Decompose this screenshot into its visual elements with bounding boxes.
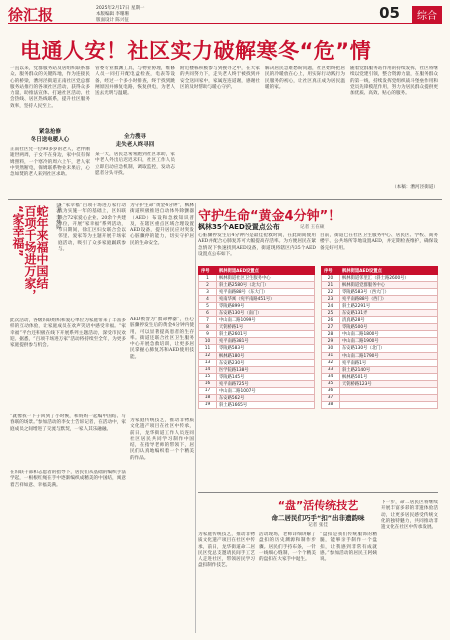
culture-column-1: 为家庭传统技艺，推动非物质文化遗产项目在社区中传承，前日，龙华街道命二居民区党总支邀请民间手工艺人走进社区，带领居民学习盘扣制作技艺。 — [198, 532, 255, 569]
aed-table-row — [322, 352, 438, 359]
aed-row-number: 33 — [322, 366, 340, 373]
family-story-column-c: 此次活动，各级妇联组织和爱心单位为家庭带来了丰富多样的互动体验，让家庭成员在欢声笑语中感受幸福。“家幸福”平台还积极在线下开展系列主题活动，深受市民欢迎。据悉，“百项千场进万家”活动将持续至全年，为更多家庭提供参与机会。 “就像我一下子回到了小时候，和妈妈一起编中国结、写春联的场景。”参加活动的李女士告诉记者，在活动中，家庭成员之间增进了交流与默契，一家人其乐融融。 在妇联干部和志愿者的指导下，居民们从基础的编织手法学起，一根根红绳在手中逐渐编织成精美的中国结，寓意着吉祥如意、幸福美满。 — [10, 318, 126, 488]
aed-table-row — [322, 366, 438, 373]
aed-row-location: 零陵路583号（西大门） — [340, 289, 438, 296]
aed-row-number: 38 — [322, 401, 340, 408]
aed-row-location: 东安路130号（南门） — [217, 310, 315, 317]
aed-row-location: 枫林街道邻里汇（斜土路2600号） — [340, 275, 438, 282]
aed-row-number: 12 — [199, 352, 217, 359]
lead-column-1: 一直以来，党群服务站及居组织联系群众、服务群众的关键阵地，作为连接民心的桥梁，漕河泾街道正南社区党总群服务站推行的各项社区活动，获得众多力量，助推法宣体、打通社区活动、社会热线、居区热线联系，提升社区服务效率，坚持人民至上。 紧急抢修 冬日送电暖人心 正南社区凭一位90多岁的老人，老伴刚逝世两周，子女不在身边，家中仅有保姆照料，一个寒冷的周六上午，老人家中突然断电，保姆联系物业未果后，心急如焚的老人来到社区求助。 — [10, 66, 90, 178]
aed-row-location: 清真路28号 — [340, 317, 438, 324]
aed-row-number: 25 — [322, 310, 340, 317]
aed-table-row-blank — [322, 394, 438, 401]
aed-row-number: 24 — [322, 303, 340, 310]
aed-table-row — [322, 380, 438, 387]
aed-table-row — [322, 310, 438, 317]
aed-table-left: 序号 枫林街道AED设置点 1 枫林街道社区卫生服务中心 2 斜土路2580号（北大门） 3 宛平南路88号（东大门） 4 宛南华寓（宛平南路451号） 5 零陵路899号 6 东安路130号（南门） 7 中山南二路1099号 8 天钥桥路1号 9 斜土路2601号 10 宛平南路381号 11 零陵路583号 12 枫林路180号 13 东安路230号 14 医学院路138号 15 零陵路145号 16 宛平南路725号 17 中山南二路1007号 18 东安路562号 19 斜土路1665号 — [198, 266, 315, 409]
aed-table-row — [199, 303, 315, 310]
header-meta: 2025年2月17日 星期一 本版编辑 李珊珊 版面设计 陈兴征 — [96, 6, 145, 23]
culture-column-2: 活动现场，老师详细讲解了盘扣的历史渊源和制作步骤。居民们手持布条，一针一线细心缝制，一个个精美的盘扣在大家手中诞生。 — [259, 532, 316, 563]
aed-row-location: 零陵路899号 — [217, 303, 315, 310]
section-badge: 综合 — [412, 6, 442, 23]
aed-row-number: 32 — [322, 359, 340, 366]
aed-row-number: 22 — [322, 289, 340, 296]
aed-row-number: 7 — [199, 317, 217, 324]
aed-row-location: 中山南二路1790号 — [340, 352, 438, 359]
aed-row-location: 枫林路501号 — [340, 373, 438, 380]
aed-section-subtitle: 枫林35个AED设置点公布 — [198, 223, 280, 231]
aed-row-number: 16 — [199, 380, 217, 387]
aed-row-number: 6 — [199, 310, 217, 317]
aed-row-location: 斜土路1665号 — [217, 401, 315, 408]
page-header — [8, 4, 442, 24]
aed-intro-1: 心脏骤停发生后4分钟内是最佳抢救时间，在此期间使用AED并配合心肺复苏可大幅提高存活率。为方便居民在紧急情况下快速找到AED设备，街道现将辖区内35个AED设置点公布如下。 — [198, 233, 316, 257]
aed-row-location — [340, 387, 438, 394]
aed-table-row — [322, 345, 438, 352]
aed-row-number: 31 — [322, 352, 340, 359]
main-headline: 电通人安！社区实力破解寒冬“危”情 — [20, 39, 372, 63]
aed-row-location — [340, 401, 438, 408]
aed-row-number: 35 — [322, 380, 340, 387]
aed-row-location: 中山南二路1099号 — [217, 317, 315, 324]
aed-section-title: 守护生命“黄金4分钟”！ — [198, 209, 342, 224]
aed-row-number: 23 — [322, 296, 340, 303]
aed-row-number: 5 — [199, 303, 217, 310]
section-divider — [8, 199, 442, 200]
lead-column-4: 解决居民急难愁盼问题，社区始终把居民的冷暖放在心上，用实际行动践行为民服务的初心，让社区真正成为居民温暖的家。 — [265, 66, 345, 90]
aed-table-row — [322, 296, 438, 303]
aed-row-number: 18 — [199, 394, 217, 401]
aed-table-row — [199, 289, 315, 296]
aed-row-location: 东安路131弄 — [340, 310, 438, 317]
aed-row-location: 枫林街道社区卫生服务中心 — [217, 275, 315, 282]
subhead-search: 全力搜寻 走失老人终寻回 — [115, 134, 155, 148]
aed-row-number: 26 — [322, 317, 340, 324]
aed-row-location: 宛南华寓（宛平南路451号） — [217, 296, 315, 303]
aed-table-row-blank — [322, 387, 438, 394]
aed-table-row — [199, 394, 315, 401]
aed-intro-2: 目前，街道已在社区卫生服务中心、居民区、学校、商务楼宇、公共场所等地设置AED，并定期检查维护，确保设备完好可用。 — [320, 233, 438, 251]
aed-row-location: 中山南二路1007号 — [217, 387, 315, 394]
aed-row-location: 东安路130号（北门） — [340, 345, 438, 352]
aed-table-row — [322, 282, 438, 289]
aed-row-location: 斜土路2601号 — [217, 331, 315, 338]
aed-table-row — [199, 401, 315, 408]
aed-row-location: 天钥桥路123号 — [340, 380, 438, 387]
aed-table-row — [199, 338, 315, 345]
aed-row-number: 30 — [322, 345, 340, 352]
culture-byline: 记者 张佳 — [308, 523, 328, 528]
aed-table-row — [322, 338, 438, 345]
culture-section-title: “盘”活传统技艺 — [277, 499, 359, 512]
aed-row-location: 宛平南路88号（东大门） — [217, 289, 315, 296]
aed-table-row — [199, 366, 315, 373]
aed-row-number: 17 — [199, 387, 217, 394]
aed-row-number: 21 — [322, 282, 340, 289]
lead-column-2: 管委专业救渊工具，与物业协理，维修人员一同打开配电盒检查，电表等设备，经过一个多小时排查，终于找到跳闸原因并修复电路，恢复供电，为老人送去光明与温暖。 全力搜寻 走失老人终寻回 某一天，居民急匆匆跑到社区求助，家中老人外出后迟迟未归，社区工作人员立即启动应急机制，调取监控，发动志愿者分头寻找。 — [95, 66, 175, 176]
aed-table-row — [199, 310, 315, 317]
aed-row-location: 零陵路583号 — [217, 345, 315, 352]
culture-column-4: 下一步，命二居民区将继续开展丰富多彩的非遗体验活动，让更多居民感受传统文化的独特魅力，共同推动非遗文化在社区中传承发展。 — [381, 500, 438, 531]
culture-column-3: “盘扣是我们传统服饰的精髓，能够亲手制作一个盘扣，让我感到非常有成就感。”参加活动的居民王阿姨说。 — [320, 532, 377, 563]
aed-table-row — [199, 275, 315, 282]
aed-table-row — [199, 282, 315, 289]
aed-table-row — [322, 324, 438, 331]
lead-signature: （本稿：漕河泾街道） — [392, 185, 438, 190]
aed-row-location: 东安路562号 — [217, 394, 315, 401]
aed-row-number: 11 — [199, 345, 217, 352]
aed-table-row — [322, 289, 438, 296]
aed-table-row-blank — [322, 401, 438, 408]
aed-table-row — [199, 331, 315, 338]
subhead-repair: 紧急抢修 冬日送电暖人心 — [30, 129, 70, 143]
aed-byline: 记者 王在硕 — [300, 225, 325, 230]
aed-table-row — [199, 359, 315, 366]
aed-row-number: 1 — [199, 275, 217, 282]
culture-section-subtitle: 命二居民们巧手“扣”出非遗韵味 — [271, 514, 365, 522]
aed-row-location: 宛平南路725号 — [217, 380, 315, 387]
aed-row-number: 2 — [199, 282, 217, 289]
aed-row-number: 14 — [199, 366, 217, 373]
aed-table-row — [199, 373, 315, 380]
newspaper-brand: 徐汇报 — [8, 6, 54, 24]
aed-table-row — [322, 275, 438, 282]
aed-row-number: 13 — [199, 359, 217, 366]
family-story-column-b: 为守护生命“黄金4分钟”，枫林街道积极推进自动体外除颤器（AED）布设和急救知识普及，在辖区重点区域合理设置AED设备，提升居民应对突发心脏骤停的能力，切实守护居民的生命安全。 AED被誉为“救命神器”，在心脏骤停发生后的黄金4分钟内使用，可以显著提高患者的生存率。街道还联合社区卫生服务中心开展急救培训，让更多居民掌握心肺复苏和AED使用技能。 — [130, 203, 194, 360]
aed-row-number: 8 — [199, 324, 217, 331]
aed-table-row — [322, 359, 438, 366]
vertical-headline-2: 百项千场进万家， — [23, 205, 37, 301]
aed-table-row — [199, 380, 315, 387]
aed-row-number: 20 — [322, 275, 340, 282]
aed-row-location — [340, 394, 438, 401]
aed-row-location: 中山南二路1900号 — [340, 338, 438, 345]
aed-row-location: 斜土路2140号 — [340, 366, 438, 373]
aed-row-location: 零陵路145号 — [217, 373, 315, 380]
aed-table-row — [322, 373, 438, 380]
aed-row-number: 19 — [199, 401, 217, 408]
aed-table-row — [199, 345, 315, 352]
aed-row-number: 10 — [199, 338, 217, 345]
aed-row-number: 3 — [199, 289, 217, 296]
aed-table-row — [199, 387, 315, 394]
aed-row-number: 34 — [322, 373, 340, 380]
column-divider — [195, 203, 196, 633]
aed-table-right: 序号 枫林街道AED设置点 20 枫林街道邻里汇（斜土路2600号） 21 枫林街道党群服务中心 22 零陵路583号（西大门） 23 宛平南路88号（西门） 24 斜土路2291号 25 东安路131弄 26 清真路28号 27 零陵路500号 28 中山南二路1800号 29 中山南二路1900号 30 东安路130号（北门） 31 中山南二路1790号 32 宛平南路1号 33 斜土路2140号 34 枫林路501号 35 天钥桥路123号 36 37 38 — [321, 266, 438, 409]
aed-row-location: 零陵路500号 — [340, 324, 438, 331]
family-story-column-d: 为家庭传统技艺，推动非物质文化遗产项目在社区中传承，前日，龙华街道工作人员连同社区居民共同学习制作中国结，在指导老师的带领下，居民们认真地编织着一个个精美的作品。 — [130, 418, 194, 461]
aed-row-location: 天钥桥路1号 — [217, 324, 315, 331]
aed-row-location: 斜土路2580号（北大门） — [217, 282, 315, 289]
vertical-byline: 记者 李梦婷 — [55, 203, 61, 230]
lead-column-5: 随着党群服务站作用的持续发挥，社区将继续以党建引领，整合资源力量，在服务群众的第一线，持续发挥党组织战斗堡垒作用和党员先锋模范作用，努力为居民群众提供更加优质、高效、贴心的服务。 （本稿：漕河泾街道） — [350, 66, 438, 190]
aed-row-number: 29 — [322, 338, 340, 345]
aed-row-location: 中山南二路1800号 — [340, 331, 438, 338]
aed-table-row — [322, 331, 438, 338]
lead-column-3: 附近楼栋积极参与到搜寻之中，在大家的共同努力下，走失老人终于被找到并安全送回家中，家属连连道谢，感谢社区的及时帮助与暖心守护。 — [180, 66, 260, 90]
aed-row-location: 医学院路138号 — [217, 366, 315, 373]
aed-table-row — [322, 303, 438, 310]
aed-row-location: 宛平南路88号（西门） — [340, 296, 438, 303]
aed-row-number: 27 — [322, 324, 340, 331]
aed-table-row — [199, 296, 315, 303]
aed-row-number: 37 — [322, 394, 340, 401]
aed-row-number: 15 — [199, 373, 217, 380]
section-divider-2 — [198, 492, 438, 493]
aed-row-number: 9 — [199, 331, 217, 338]
aed-table-row — [199, 317, 315, 324]
aed-row-location: 东安路230号 — [217, 359, 315, 366]
aed-row-location: 宛平南路381号 — [217, 338, 315, 345]
aed-table-row — [322, 317, 438, 324]
aed-row-number: 4 — [199, 296, 217, 303]
aed-row-location: 宛平南路1号 — [340, 359, 438, 366]
aed-table-row — [199, 324, 315, 331]
family-story-column-a: 在“家幸福”百项千场进万家行动成为实施一年的基础上，区妇联联合72家爱心企业、20余个共建单位，开展“家幸福”系列活动，节日期间，徐汇区妇女联合会以邻里、爱家等为主题开展千场家庭活动，吸引了众多家庭踊跃参与。 — [58, 203, 126, 253]
aed-row-location: 斜土路2291号 — [340, 303, 438, 310]
aed-row-location: 枫林街道党群服务中心 — [340, 282, 438, 289]
aed-row-number: 36 — [322, 387, 340, 394]
page-number: 05 — [379, 4, 400, 22]
vertical-headline-3: 蛇年来福中国结 — [35, 205, 49, 289]
vertical-headline: “家幸福” — [11, 205, 25, 257]
aed-row-location: 枫林路180号 — [217, 352, 315, 359]
aed-row-number: 28 — [322, 331, 340, 338]
aed-table-row — [199, 352, 315, 359]
